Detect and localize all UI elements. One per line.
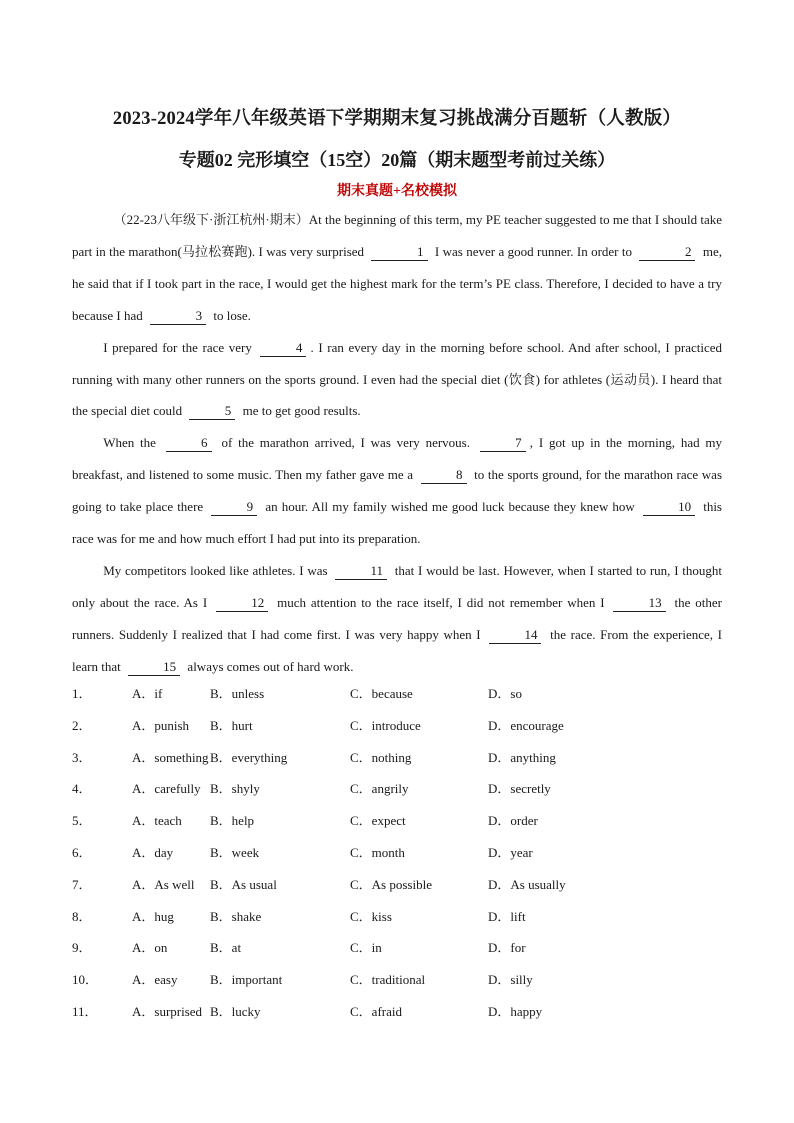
cloze-passage (72, 204, 722, 683)
blank-15: 15 (128, 659, 180, 676)
option-c: C．As possible (350, 876, 432, 892)
blank-6: 6 (166, 435, 212, 452)
blank-12: 12 (216, 595, 268, 612)
option-d: D．order (488, 813, 538, 829)
question-number: 11． (72, 1003, 98, 1019)
question-number: 9． (72, 940, 92, 956)
option-d: D．encourage (488, 717, 564, 733)
option-c: C．afraid (350, 1003, 402, 1019)
blank-7: 7 (480, 435, 526, 452)
option-d: D．As usually (488, 876, 566, 892)
option-c: C．angrily (350, 781, 409, 797)
answer-options (72, 678, 722, 1028)
question-row (72, 964, 722, 996)
option-a: A．hug (132, 908, 174, 924)
question-number: 10． (72, 972, 99, 988)
blank-13: 13 (613, 595, 665, 612)
document-title: 2023-2024学年八年级英语下学期期末复习挑战满分百题斩（人教版） (112, 109, 682, 129)
blank-8: 8 (421, 467, 467, 484)
question-row (72, 932, 722, 964)
option-d: D．happy (488, 1003, 543, 1019)
question-number: 3． (72, 749, 92, 765)
question-number: 5． (72, 813, 92, 829)
option-c: C．kiss (350, 908, 392, 924)
question-row (72, 996, 722, 1028)
option-d: D．for (488, 940, 526, 956)
option-c: C．month (350, 844, 405, 860)
question-row (72, 773, 722, 805)
option-a: A．teach (132, 813, 182, 829)
source-note: （22-23八年级下·浙江杭州·期末） (113, 212, 309, 227)
question-row (72, 678, 722, 710)
option-a: A．easy (132, 972, 178, 988)
option-d: D．secretly (488, 781, 551, 797)
option-d: D．so (488, 686, 522, 701)
option-a: A．something (132, 749, 209, 765)
option-a: A．As well (132, 876, 195, 892)
topic-title: 专题02 完形填空（15空）20篇（期末题型考前过关练） (178, 150, 616, 170)
question-row (72, 901, 722, 933)
blank-2: 2 (639, 244, 695, 261)
question-number: 7． (72, 876, 92, 892)
question-row (72, 742, 722, 774)
blank-11: 11 (335, 563, 387, 580)
option-a: A．day (132, 844, 174, 860)
option-d: D．year (488, 844, 533, 860)
blank-14: 14 (489, 627, 541, 644)
option-c: C．because (350, 686, 413, 701)
blank-4: 4 (260, 340, 306, 357)
option-d: D．lift (488, 908, 526, 924)
question-row (72, 710, 722, 742)
option-b: B．lucky (210, 1003, 261, 1019)
question-row (72, 805, 722, 837)
option-a: A．surprised (132, 1003, 203, 1019)
option-c: C．introduce (350, 717, 421, 733)
paragraph-4: My competitors looked like athletes. I was 11 that I would be last. However, when I started to run, I thought only about the race. As I 12 much attention to the race itself, I did not remember when I 13 the other runners. Suddenly I realized that I had come first. I was very happy when I 14 the race. From the experience, I learn that 15 always comes out of hard work. (72, 562, 723, 674)
option-c: C．in (350, 940, 382, 956)
question-row (72, 869, 722, 901)
question-number: 1． (72, 686, 92, 701)
option-a: A．carefully (132, 781, 201, 797)
option-c: C．traditional (350, 972, 426, 988)
option-b: B．help (210, 813, 255, 829)
option-d: D．silly (488, 972, 533, 988)
option-b: B．shake (210, 908, 262, 924)
option-b: B．important (210, 972, 283, 988)
option-c: C．expect (350, 813, 406, 829)
option-b: B．unless (210, 686, 265, 701)
blank-9: 9 (211, 499, 257, 516)
paragraph-3: When the 6 of the marathon arrived, I was very nervous. 7 , I got up in the morning, had my breakfast, and listened to some music. Then my father gave me a 8 to the sports ground, for the marathon race was going to take place there 9 an hour. All my family wished me good luck because they knew how 10 this race was for me and how much effort I had put into its preparation. (72, 435, 723, 547)
question-number: 4． (72, 781, 92, 797)
blank-1: 1 (371, 244, 427, 261)
option-b: B．shyly (210, 781, 260, 797)
option-b: B．hurt (210, 717, 253, 733)
question-number: 6． (72, 844, 92, 860)
blank-5: 5 (189, 403, 235, 420)
question-number: 2． (72, 717, 92, 733)
paragraph-2: I prepared for the race very 4 . I ran every day in the morning before school. And after school, I practiced running with many other runners on the sports ground. I even had the special diet (饮食) for athletes (运动员). I heard that the special diet could 5 me to get good results. (72, 339, 722, 419)
paragraph-1: （22-23八年级下·浙江杭州·期末）At the beginning of this term, my PE teacher suggested to me that I should take part in the marathon(马拉松赛跑). I was very surprised 1 I was never a good runner. In order to 2 me, he said that if I took part in the race, I would get the highest mark for the term’s PE class. Therefore, I decided to have a try because I had 3 to lose. (72, 212, 723, 323)
option-a: A．on (132, 940, 168, 956)
option-d: D．anything (488, 749, 556, 765)
option-a: A．punish (132, 717, 190, 733)
question-row (72, 837, 722, 869)
blank-10: 10 (643, 499, 695, 516)
question-number: 8． (72, 908, 92, 924)
option-b: B．everything (210, 749, 288, 765)
section-tag: 期末真题+名校模拟 (337, 184, 457, 199)
option-b: B．week (210, 844, 260, 860)
option-a: A．if (132, 686, 163, 701)
blank-3: 3 (150, 308, 206, 325)
option-b: B．As usual (210, 876, 277, 892)
option-b: B．at (210, 940, 242, 956)
option-c: C．nothing (350, 749, 412, 765)
